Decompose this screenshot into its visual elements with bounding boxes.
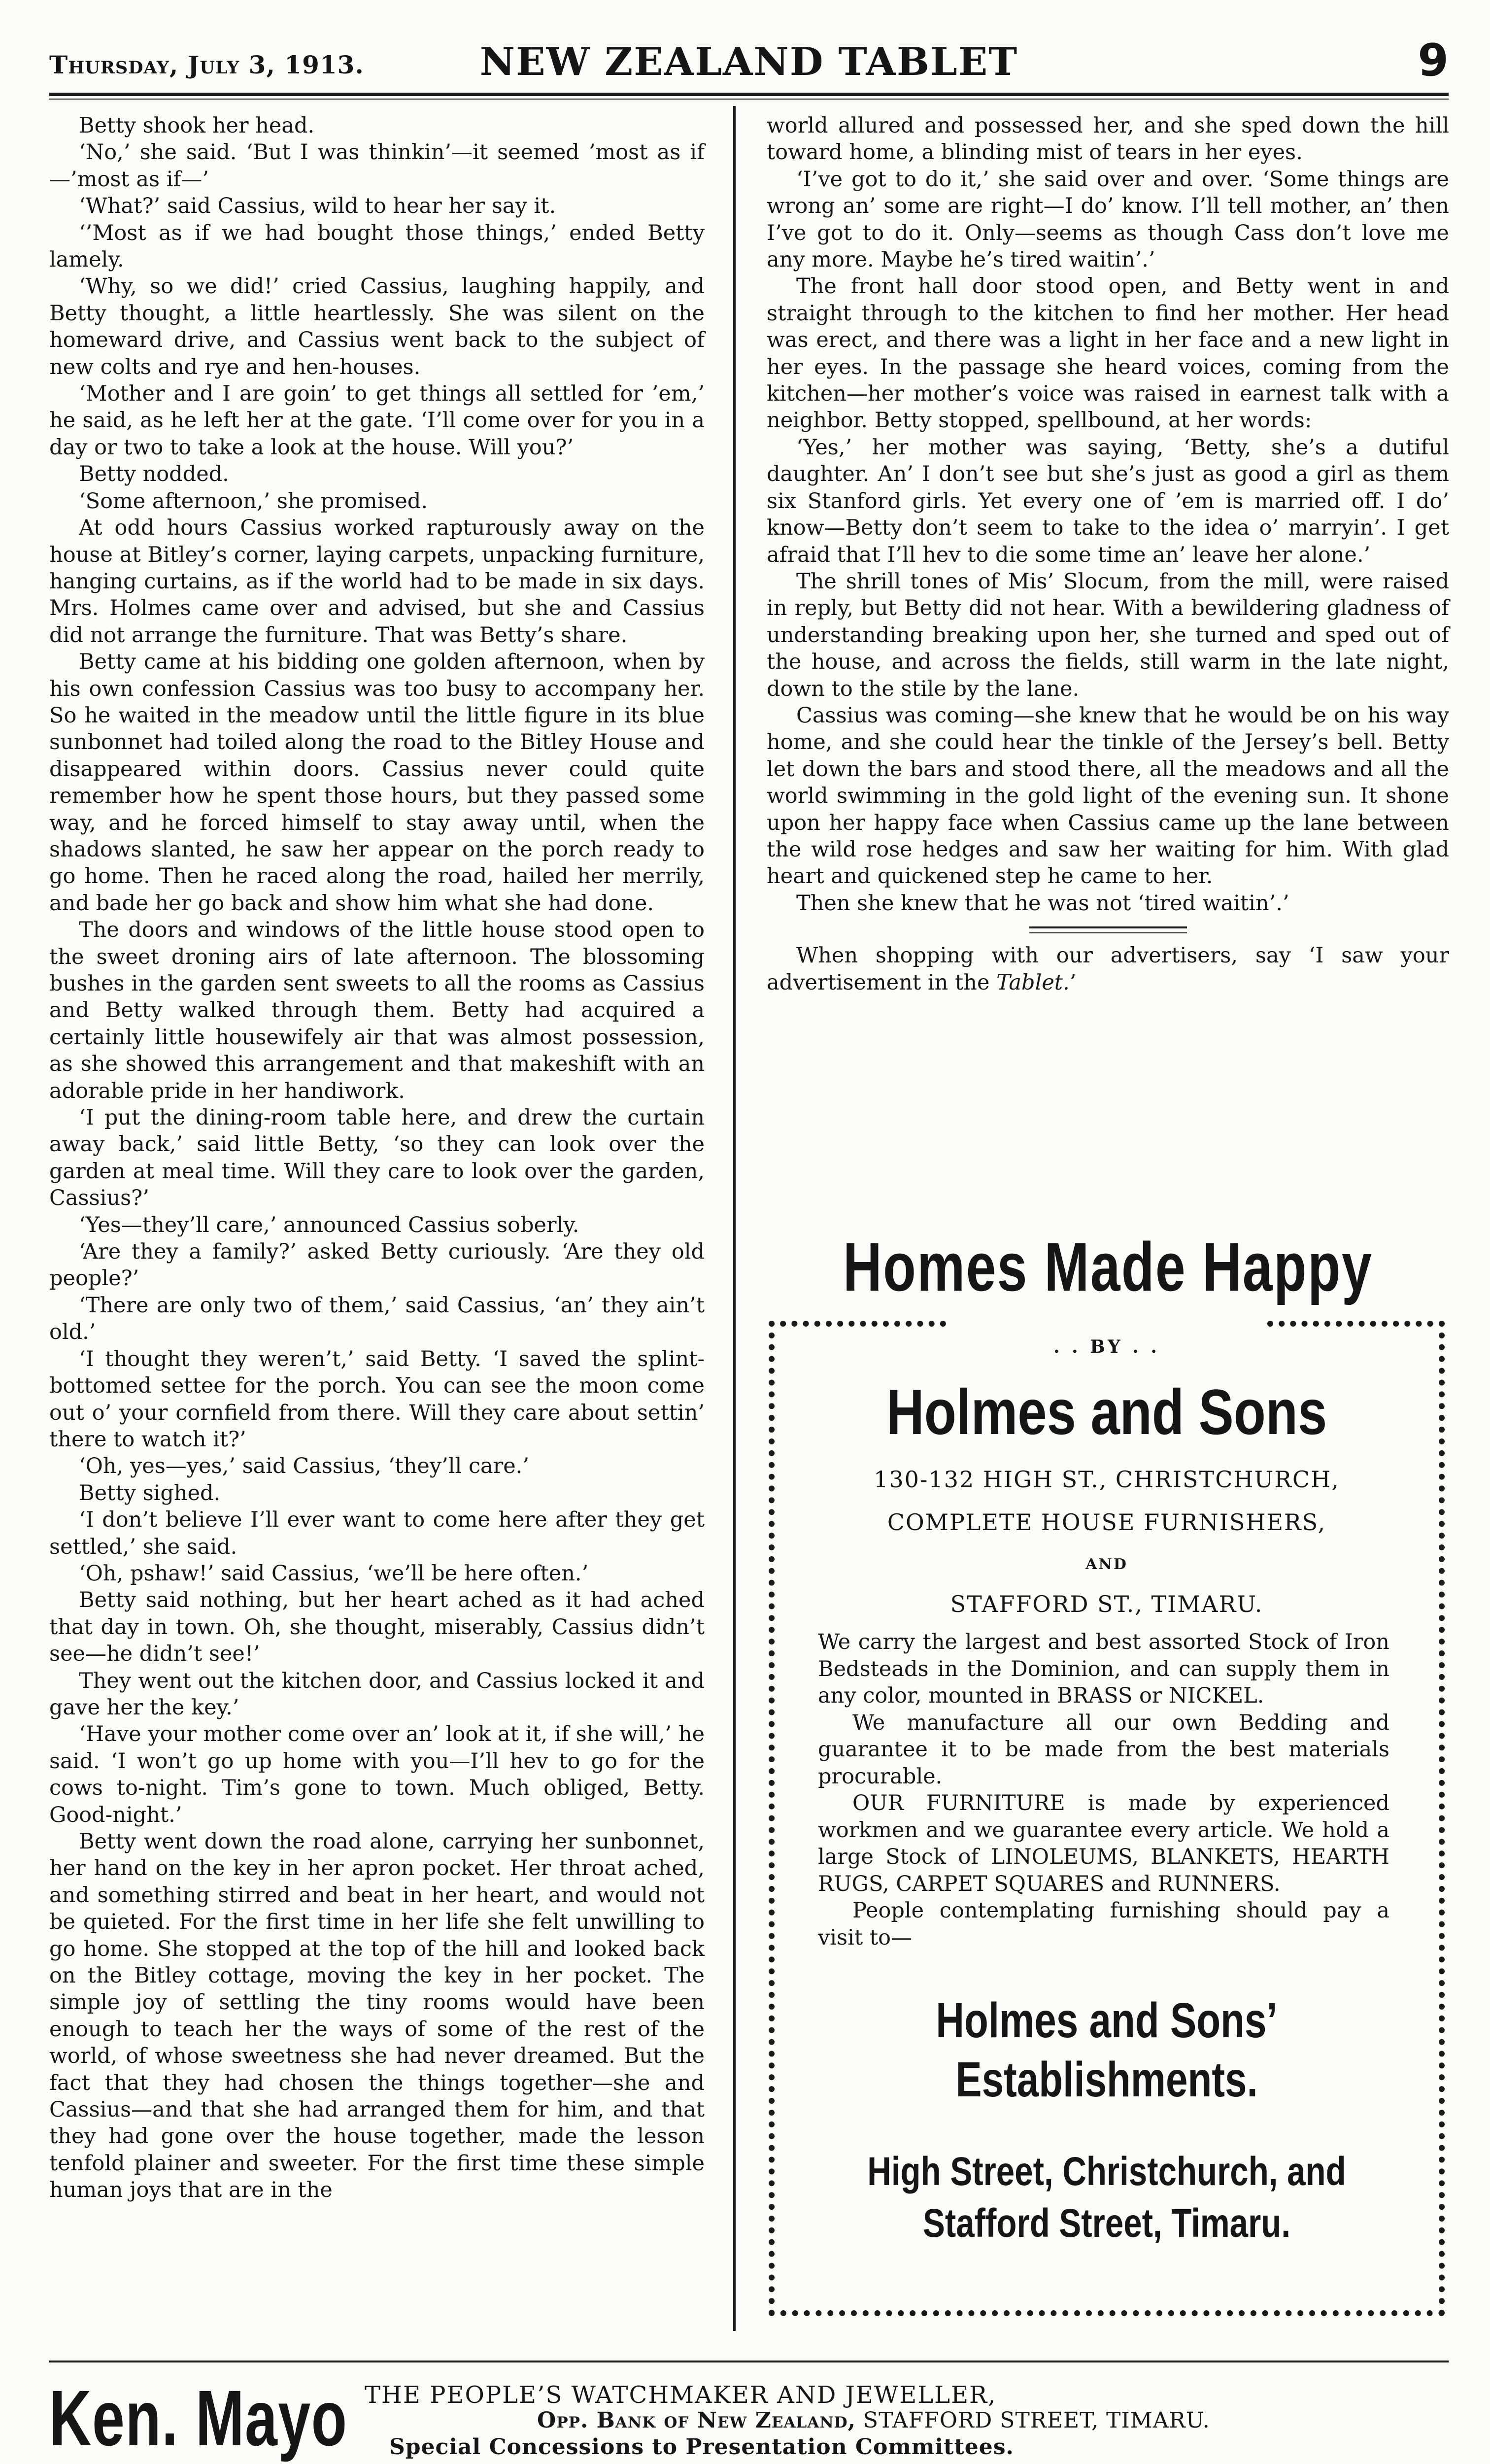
- ad-address-christchurch: 130-132 HIGH ST., CHRISTCHURCH,: [874, 1466, 1340, 1493]
- advertisers-notice: When shopping with our advertisers, say ‘I saw your advertisement in the Tablet.’: [767, 943, 1449, 995]
- story-paragraph: Then she knew that he was not ‘tired waitin’.’: [796, 890, 1289, 916]
- footer-concessions: Special Concessions to Presentation Committees.: [389, 2434, 1014, 2460]
- ad-trade-description: COMPLETE HOUSE FURNISHERS,: [887, 1509, 1326, 1536]
- ad-by-line: . . BY . .: [1053, 1336, 1160, 1357]
- header-rule-thin: [49, 99, 1449, 100]
- ad-body-text: [818, 1629, 1389, 1951]
- ad-paragraph: OUR FURNITURE is made by experienced workmen and we guarantee every article. We hold a large Stock of LINOLEUMS, BLANKETS, HEARTH RUGS, CARPET SQUARES and RUNNERS.: [818, 1791, 1389, 1896]
- story-paragraph: ‘There are only two of them,’ said Cassius, ‘an’ they ain’t old.’: [49, 1293, 705, 1345]
- story-paragraph: ‘No,’ she said. ‘But I was thinkin’—it seemed ’most as if—’most as if—’: [49, 140, 705, 192]
- story-paragraph: Betty went down the road alone, carrying her sunbonnet, her hand on the key in her apron pocket. Her throat ached, and something stirred and beat in her heart, and would not be quieted. For the first time in her life she felt unwilling to go home. She stopped at the top of the hill and looked back on the Bitley cottage, moving the key in her pocket. The simple joy of settling the tiny rooms would have been enough to teach her the ways of some of the rest of the world, of whose sweetness she had never dreamed. But the fact that they had chosen the things together—she and Cassius—and that she had arranged them for him, and that they had gone over the house together, made the lesson tenfold plainer and sweeter. For the first time these simple human joys that are in the: [49, 1829, 705, 2203]
- story-paragraph: ‘Yes,’ her mother was saying, ‘Betty, she’s a dutiful daughter. An’ I don’t see but she’s just as good a girl as them six Stanford girls. Yet every one of ’em is married off. I do’ know—Betty don’t seem to take to the idea o’ marryin’. I get afraid that I’ll hev to die some time an’ leave her alone.’: [767, 435, 1449, 567]
- ad-establishments-line2: Establishments.: [955, 2052, 1258, 2107]
- issue-date: Thursday, July 3, 1913.: [49, 50, 364, 79]
- page-number: 9: [1418, 34, 1449, 86]
- ad-paragraph: We carry the largest and best assorted Stock of Iron Bedsteads in the Dominion, and can supply them in any color, mounted in BRASS or NICKEL.: [818, 1630, 1389, 1708]
- story-paragraph: The front hall door stood open, and Betty went in and straight through to the kitchen to find her mother. Her head was erect, and there was a light in her face and a new light in her eyes. In the passage she heard voices, coming from the kitchen—her mother’s voice was raised in earnest talk with a neighbor. Betty stopped, spellbound, at her words:: [767, 274, 1449, 433]
- ad-firm-name: Holmes and Sons: [886, 1376, 1327, 1448]
- story-paragraph: Betty shook her head.: [79, 113, 315, 138]
- footer-tagline: THE PEOPLE’S WATCHMAKER AND JEWELLER,: [365, 2381, 997, 2409]
- ad-headline: Homes Made Happy: [843, 1228, 1373, 1305]
- story-paragraph: The doors and windows of the little house stood open to the sweet droning airs of late afternoon. The blossoming bushes in the garden sent sweets to all the rooms as Cassius and Betty walked through them. Betty had acquired a certainly little housewifely air that was almost possession, as she showed this arrangement and that makeshift with an adorable pride in her handiwork.: [49, 918, 705, 1103]
- story-paragraph: The shrill tones of Mis’ Slocum, from the mill, were raised in reply, but Betty did not hear. With a bewildering gladness of understanding breaking upon her, she turned and sped out of the house, and across the fields, still warm in the late night, down to the stile by the lane.: [767, 569, 1449, 701]
- story-paragraph: world allured and possessed her, and she sped down the hill toward home, a blinding mist of tears in her eyes.: [767, 113, 1449, 165]
- story-paragraph: Betty sighed.: [79, 1480, 221, 1506]
- header-rule: [49, 93, 1449, 96]
- masthead-title: NEW ZEALAND TABLET: [479, 39, 1018, 84]
- story-paragraph: ‘Oh, pshaw!’ said Cassius, ‘we’ll be here often.’: [79, 1561, 589, 1586]
- story-column-left: [49, 112, 705, 2204]
- story-paragraph: They went out the kitchen door, and Cassius locked it and gave her the key.’: [49, 1668, 705, 1720]
- story-paragraph: ‘’Most as if we had bought those things,’ ended Betty lamely.: [49, 220, 705, 273]
- story-paragraph: ‘Why, so we did!’ cried Cassius, laughing happily, and Betty thought, a little heartlessly. She was silent on the homeward drive, and Cassius went back to the subject of new colts and rye and hen-houses.: [49, 274, 705, 379]
- story-paragraph: ‘I’ve got to do it,’ she said over and over. ‘Some things are wrong an’ some are right—I do’ know. I’ll tell mother, an’ then I’ve got to do it. Only—seems as though Cass don’t love me any more. Maybe he’s tired waitin’.’: [767, 167, 1449, 273]
- column-divider: [733, 106, 736, 2331]
- footer-rule: [49, 2361, 1449, 2362]
- story-paragraph: ‘I don’t believe I’ll ever want to come here after they get settled,’ she said.: [49, 1507, 705, 1559]
- ad-establishments-line1: Holmes and Sons’: [936, 1993, 1278, 2048]
- story-paragraph: Betty nodded.: [79, 462, 229, 487]
- ad-locations-line1: High Street, Christchurch, and: [867, 2149, 1346, 2194]
- story-paragraph: At odd hours Cassius worked rapturously away on the house at Bitley’s corner, laying carpets, unpacking furniture, hanging curtains, as if the world had to be made in six days. Mrs. Holmes came over and advised, but she and Cassius did not arrange the furniture. That was Betty’s share.: [49, 515, 705, 648]
- footer-address: Opp. Bank of New Zealand, STAFFORD STREET, TIMARU.: [537, 2408, 1210, 2433]
- story-paragraph: ‘Oh, yes—yes,’ said Cassius, ‘they’ll care.’: [79, 1454, 530, 1479]
- story-paragraph: ‘Mother and I are goin’ to get things all settled for ’em,’ he said, as he left her at the gate. ‘I’ll come over for you in a day or two to take a look at the house. Will you?’: [49, 381, 705, 460]
- ad-address-timaru: STAFFORD ST., TIMARU.: [950, 1591, 1263, 1617]
- story-paragraph: ‘Have your mother come over an’ look at it, if she will,’ he said. ‘I won’t go up home with you—I’ll hev to go for the cows to-night. Tim’s gone to town. Much obliged, Betty. Good-night.’: [49, 1722, 705, 1827]
- page-header: [49, 34, 1449, 89]
- story-paragraph: ‘I thought they weren’t,’ said Betty. ‘I saved the splint-bottomed settee for the porch. You can see the moon come out o’ your cornfield from there. Will they care about settin’ there to watch it?’: [49, 1346, 705, 1452]
- footer-advertiser-name: Ken. Mayo: [49, 2374, 348, 2462]
- story-paragraph: ‘I put the dining-room table here, and drew the curtain away back,’ said little Betty, ‘so they can look over the garden at meal time. Will they care to look over the garden, Cassius?’: [49, 1105, 705, 1211]
- ad-locations-line2: Stafford Street, Timaru.: [922, 2201, 1291, 2246]
- story-paragraph: Betty came at his bidding one golden afternoon, when by his own confession Cassius was too busy to accompany her. So he waited in the meadow until the little figure in its blue sunbonnet had toiled along the road to the Bitley House and disappeared within doors. Cassius never could quite remember how he spent those hours, but they passed some way, and he forced himself to stay away until, when the shadows slanted, he saw her appear on the porch ready to go home. Then he raced along the road, hailed her merrily, and bade her go back and show him what she had done.: [49, 650, 705, 916]
- story-paragraph: ‘What?’ said Cassius, wild to hear her say it.: [79, 194, 556, 219]
- story-paragraph: Betty said nothing, but her heart ached as it had ached that day in town. Oh, she thought, miserably, Cassius didn’t see—he didn’t see!’: [49, 1588, 705, 1667]
- story-paragraph: ‘Are they a family?’ asked Betty curiously. ‘Are they old people?’: [49, 1239, 705, 1291]
- story-paragraph: Cassius was coming—she knew that he would be on his way home, and she could hear the tinkle of the Jersey’s bell. Betty let down the bars and stood there, all the meadows and all the world swimming in the gold light of the evening sun. It shone upon her happy face when Cassius came up the lane between the wild rose hedges and saw her waiting for him. With glad heart and quickened step he came to her.: [767, 703, 1449, 889]
- story-column-right: [767, 112, 1449, 996]
- ad-paragraph: We manufacture all our own Bedding and guarantee it to be made from the best materials procurable.: [818, 1710, 1389, 1789]
- story-end-rule: [1029, 926, 1187, 933]
- story-paragraph: ‘Yes—they’ll care,’ announced Cassius soberly.: [79, 1212, 579, 1237]
- ad-paragraph: People contemplating furnishing should pay a visit to—: [818, 1898, 1389, 1950]
- story-paragraph: ‘Some afternoon,’ she promised.: [79, 488, 428, 513]
- ad-and: AND: [1085, 1556, 1128, 1573]
